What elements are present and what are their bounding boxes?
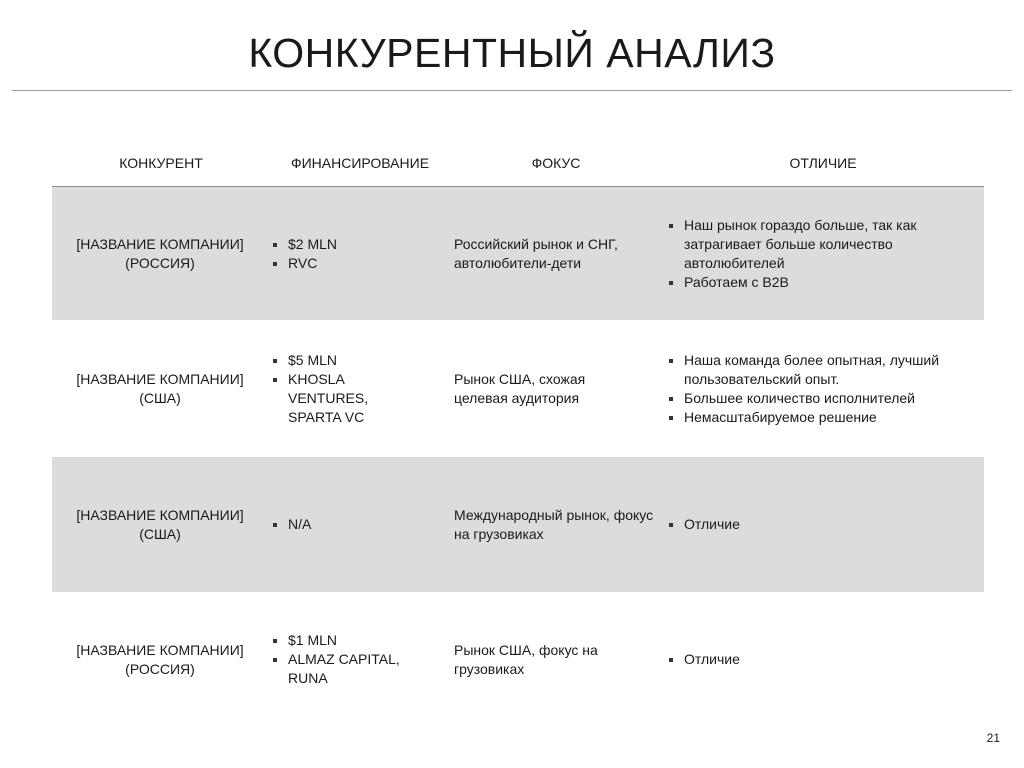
difference-item: Немасштабируемое решение <box>666 408 982 427</box>
funding-cell <box>270 457 445 592</box>
table-row <box>52 592 984 727</box>
funding-item: KHOSLA VENTURES, SPARTA VC <box>270 370 390 427</box>
header-focus: ФОКУС <box>531 155 581 171</box>
page-number: 21 <box>986 731 1000 745</box>
difference-item: Отличие <box>666 515 740 534</box>
difference-item: Большее количество исполнителей <box>666 389 982 408</box>
company-country: (РОССИЯ) <box>125 254 195 271</box>
table-row <box>52 320 984 457</box>
funding-item: ALMAZ CAPITAL, RUNA <box>270 650 420 688</box>
title-divider <box>12 90 1012 91</box>
focus-text: Российский рынок и СНГ, автолюбители-дети <box>454 235 618 271</box>
header-funding: ФИНАНСИРОВАНИЕ <box>290 155 430 171</box>
company-name: [НАЗВАНИЕ КОМПАНИИ] <box>76 235 244 252</box>
focus-text: Рынок США, схожая целевая аудитория <box>454 370 586 406</box>
focus-cell <box>454 592 654 727</box>
competitor-cell <box>60 457 260 592</box>
difference-cell <box>666 320 982 457</box>
funding-item: $5 MLN <box>270 351 390 370</box>
funding-item: RVC <box>270 254 337 273</box>
header-difference: ОТЛИЧИЕ <box>789 155 857 171</box>
header-competitor: КОНКУРЕНТ <box>119 155 203 171</box>
focus-cell <box>454 320 654 457</box>
company-name: [НАЗВАНИЕ КОМПАНИИ] <box>76 370 244 387</box>
funding-cell <box>270 592 445 727</box>
funding-item: $2 MLN <box>270 235 337 254</box>
difference-cell <box>666 187 982 320</box>
company-country: (РОССИЯ) <box>125 660 195 677</box>
company-name: [НАЗВАНИЕ КОМПАНИИ] <box>76 641 244 658</box>
difference-cell <box>666 457 982 592</box>
table-row <box>52 457 984 592</box>
focus-text: Международный рынок, фокус на грузовиках <box>454 506 654 542</box>
difference-cell <box>666 592 982 727</box>
difference-item: Работаем с B2B <box>666 273 982 292</box>
competitor-cell <box>60 187 260 320</box>
company-country: (США) <box>139 525 181 542</box>
company-country: (США) <box>139 389 181 406</box>
difference-item: Наша команда более опытная, лучший пользовательский опыт. <box>666 351 982 389</box>
focus-text: Рынок США, фокус на грузовиках <box>454 641 598 677</box>
difference-item: Наш рынок гораздо больше, так как затрагивает больше количество автолюбителей <box>666 216 982 273</box>
table-row <box>52 187 984 320</box>
funding-cell <box>270 187 445 320</box>
competitor-cell <box>60 320 260 457</box>
focus-cell <box>454 187 654 320</box>
competitor-cell <box>60 592 260 727</box>
slide-title: КОНКУРЕНТНЫЙ АНАЛИЗ <box>248 30 776 76</box>
difference-item: Отличие <box>666 650 740 669</box>
funding-item: N/A <box>270 515 311 534</box>
funding-cell <box>270 320 445 457</box>
focus-cell <box>454 457 654 592</box>
company-name: [НАЗВАНИЕ КОМПАНИИ] <box>76 506 244 523</box>
funding-item: $1 MLN <box>270 631 420 650</box>
